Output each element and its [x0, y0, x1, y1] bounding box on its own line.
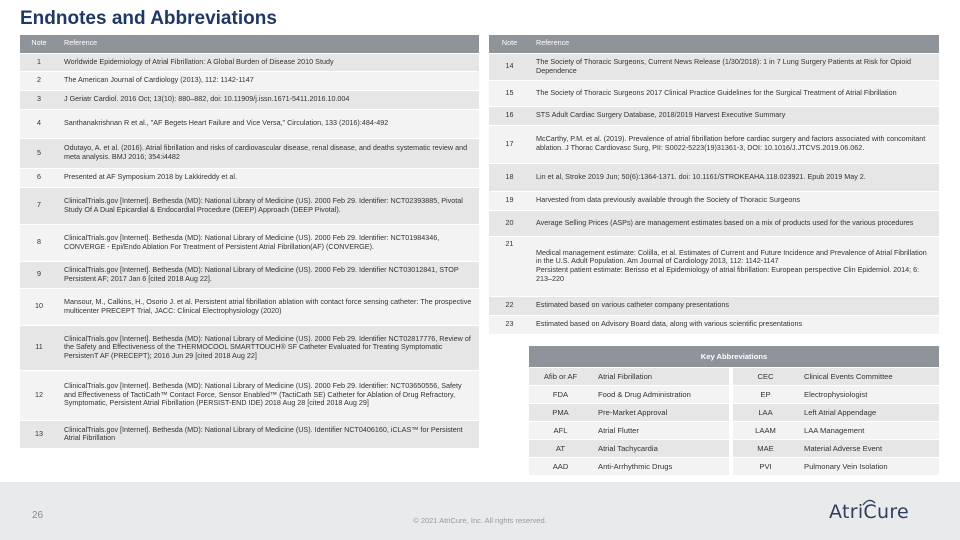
table-row	[529, 421, 939, 439]
abbreviation: PMA	[529, 403, 592, 421]
note-number: 7	[20, 187, 58, 224]
abbreviations-title: Key Abbreviations	[529, 346, 939, 367]
logo-text-end: ure	[876, 501, 910, 523]
note-number: 1	[20, 53, 58, 71]
note-number: 5	[20, 138, 58, 168]
note-number: 16	[489, 106, 530, 125]
table-row	[489, 315, 939, 334]
note-number: 17	[489, 125, 530, 163]
abbreviation-definition: Electrophysiologist	[798, 385, 939, 403]
key-abbreviations-table	[529, 346, 939, 475]
column-header-reference: Reference	[58, 35, 479, 53]
reference-text: The American Journal of Cardiology (2013), 112: 1142-1147	[58, 71, 479, 90]
reference-text: ClinicalTrials.gov [Internet]. Bethesda (MD): National Library of Medicine (US). Identifier NCT0406160, iCLAS™ for Persistent Atrial Fibrillation	[58, 420, 479, 448]
atricure-logo	[829, 500, 909, 524]
abbreviation: AAD	[529, 457, 592, 475]
table-row	[20, 90, 479, 109]
reference-cell	[530, 236, 939, 296]
abbreviation-definition: Atrial Flutter	[592, 421, 731, 439]
table-row	[529, 457, 939, 475]
reference-text: McCarthy, P.M. et al. (2019). Prevalence of atrial fibrillation before cardiac surgery and factors associated with concomitant ablation. J Thorac Cardiovasc Surg, PII: S0022-5223(19)31361-3, DOI: 10.1016/J.JTCVS.2019.06.062.	[530, 125, 939, 163]
abbreviation: Afib or AF	[529, 367, 592, 385]
table-row	[489, 125, 939, 163]
note-number: 19	[489, 191, 530, 210]
table-row	[489, 106, 939, 125]
note-number: 23	[489, 315, 530, 334]
abbreviation: EP	[731, 385, 798, 403]
abbreviation-definition: Material Adverse Event	[798, 439, 939, 457]
table-row	[20, 168, 479, 187]
table-row	[20, 261, 479, 288]
abbreviation-definition: Left Atrial Appendage	[798, 403, 939, 421]
abbreviation: LAA	[731, 403, 798, 421]
abbreviation-definition: Anti-Arrhythmic Drugs	[592, 457, 731, 475]
reference-text: Worldwide Epidemiology of Atrial Fibrillation: A Global Burden of Disease 2010 Study	[58, 53, 479, 71]
note-number: 15	[489, 80, 530, 106]
reference-text: Lin et al, Stroke 2019 Jun; 50(6):1364-1371. doi: 10.1161/STROKEAHA.118.023921. Epub 2019 May 2.	[530, 163, 939, 191]
abbreviation: AFL	[529, 421, 592, 439]
table-row	[20, 420, 479, 448]
table-row	[20, 370, 479, 420]
note-number: 10	[20, 288, 58, 325]
table-header-row	[489, 35, 939, 53]
copyright-notice: © 2021 AtriCure, Inc. All rights reserved.	[413, 516, 547, 525]
logo-text-start: Atri	[829, 501, 864, 523]
table-row	[20, 288, 479, 325]
table-row	[489, 163, 939, 191]
abbreviation: LAAM	[731, 421, 798, 439]
table-header-row	[20, 35, 479, 53]
column-header-reference: Reference	[530, 35, 939, 53]
reference-text: Average Selling Prices (ASPs) are management estimates based on a mix of products used for the various procedures	[530, 210, 939, 236]
abbreviation-definition: Pre-Market Approval	[592, 403, 731, 421]
reference-text: ClinicalTrials.gov [Internet]. Bethesda (MD): National Library of Medicine (US). 2000 Feb 29. Identifier NCT03012841, STOP Persistent AF; 2017 Jan 6 [cited 2018 Aug 22].	[58, 261, 479, 288]
note-number: 11	[20, 325, 58, 370]
reference-text: Estimated based on Advisory Board data, along with various scientific presentations	[530, 315, 939, 334]
reference-text: Harvested from data previously available through the Society of Thoracic Surgeons	[530, 191, 939, 210]
table-row	[20, 325, 479, 370]
column-header-note: Note	[489, 35, 530, 53]
table-row	[20, 109, 479, 138]
abbreviation: PVI	[731, 457, 798, 475]
note-number: 18	[489, 163, 530, 191]
reference-text: ClinicalTrials.gov [Internet]. Bethesda (MD): National Library of Medicine (US). 2000 Feb 29. Identifier NCT02817776, Review of the Safety and Effectiveness of the THERMOCOOL SMARTTOUCH® SF Catheter Evaluated for Treating Symptomatic PersistenT AF (PRECEPT); 2016 Jun 29 [cited 2018 Aug 22]	[58, 325, 479, 370]
note-number: 21	[489, 236, 530, 296]
note-number: 22	[489, 296, 530, 315]
table-row	[20, 224, 479, 261]
abbreviation: FDA	[529, 385, 592, 403]
table-row	[20, 138, 479, 168]
abbreviation-definition: Clinical Events Committee	[798, 367, 939, 385]
note-number: 4	[20, 109, 58, 138]
reference-text: The Society of Thoracic Surgeons 2017 Clinical Practice Guidelines for the Surgical Treatment of Atrial Fibrillation	[530, 80, 939, 106]
footer-band	[0, 482, 960, 540]
abbreviation: AT	[529, 439, 592, 457]
logo-arc-icon	[862, 498, 876, 506]
logo-letter-c: C	[863, 501, 877, 523]
table-row	[489, 191, 939, 210]
table-row	[529, 385, 939, 403]
table-row	[489, 210, 939, 236]
table-row	[489, 80, 939, 106]
reference-text: ClinicalTrials.gov [Internet]. Bethesda (MD): National Library of Medicine (US). 2000 Feb 29. Identifier: NCT02393885, Pivotal Study Of A Dual Epicardial & Endocardial Procedure (DEEP) Approach (DEEP Pivotal).	[58, 187, 479, 224]
note-number: 14	[489, 53, 530, 80]
reference-text: ClinicalTrials.gov [Internet]. Bethesda (MD): National Library of Medicine (US). 2000 Feb 29. Identifier: NCT01984346, CONVERGE - Epi/Endo Ablation For Treatment of Persistent Atrial Fibrillation(AF) (CONVERGE).	[58, 224, 479, 261]
note-number: 20	[489, 210, 530, 236]
abbreviation: CEC	[731, 367, 798, 385]
reference-text: The Society of Thoracic Surgeons, Current News Release (1/30/2018): 1 in 7 Lung Surgery Patients at Risk for Opioid Dependence	[530, 53, 939, 80]
abbreviation-definition: Pulmonary Vein Isolation	[798, 457, 939, 475]
table-row	[20, 71, 479, 90]
table-row	[489, 236, 939, 296]
abbreviation-definition: Atrial Fibrillation	[592, 367, 731, 385]
abbreviation-definition: LAA Management	[798, 421, 939, 439]
page-number: 26	[32, 510, 44, 521]
note-number: 8	[20, 224, 58, 261]
note-number: 2	[20, 71, 58, 90]
reference-text: Odutayo, A. et al. (2016). Atrial fibrillation and risks of cardiovascular disease, renal disease, and deaths systematic review and meta analysis. BMJ 2016; 354:i4482	[58, 138, 479, 168]
abbreviation-definition: Food & Drug Administration	[592, 385, 731, 403]
logo-text-mark	[863, 501, 877, 523]
table-row	[489, 53, 939, 80]
reference-text: Mansour, M., Calkins, H., Osorio J. et al. Persistent atrial fibrillation ablation with contact force sensing catheter: The prospective multicenter PRECEPT Trial, JACC: Clinical Electrophysiology (2020)	[58, 288, 479, 325]
table-row	[529, 367, 939, 385]
note-number: 13	[20, 420, 58, 448]
reference-text-secondary: Persistent patient estimate: Berisso et al Epidemiology of atrial fibrillation: European perspective Clin Epidemiol. 2014; 6: 213–220	[536, 265, 920, 283]
abbreviation: MAE	[731, 439, 798, 457]
table-row	[529, 439, 939, 457]
reference-text: Medical management estimate: Colilla, et al. Estimates of Current and Future Incidence and Prevalence of Atrial Fibrillation in the U.S. Adult Population. Am Journal of Cardiology 2013, 112: 1142-1147	[536, 247, 927, 266]
note-number: 6	[20, 168, 58, 187]
column-header-note: Note	[20, 35, 58, 53]
reference-text: ClinicalTrials.gov [Internet]. Bethesda (MD): National Library of Medicine (US). 2000 Feb 29. Identifier: NCT03650556, Safety and Effectiveness of TactiCath™ Contact Force, Sensor Enabled™ (TactiCath SE) Catheter for Ablation of Drug Refractory, Symptomatic, Persistent Atrial Fibrillation (PERSIST-END IDE) 2018 Aug 28 [cited 2018 Aug 29]	[58, 370, 479, 420]
table-row	[20, 53, 479, 71]
abbreviation-definition: Atrial Tachycardia	[592, 439, 731, 457]
reference-text: Santhanakrishnan R et al., "AF Begets Heart Failure and Vice Versa," Circulation, 133 (2016):484-492	[58, 109, 479, 138]
table-row	[489, 296, 939, 315]
endnotes-table-left	[20, 35, 479, 448]
page-title: Endnotes and Abbreviations	[20, 8, 277, 29]
table-row	[529, 403, 939, 421]
table-row	[20, 187, 479, 224]
reference-text: Estimated based on various catheter company presentations	[530, 296, 939, 315]
reference-text: Presented at AF Symposium 2018 by Lakkireddy et al.	[58, 168, 479, 187]
reference-text: J Geriatr Cardiol. 2016 Oct; 13(10): 880–882, doi: 10.11909/j.issn.1671-5411.2016.10.004	[58, 90, 479, 109]
endnotes-table-right	[489, 35, 939, 334]
reference-text: STS Adult Cardiac Surgery Database, 2018/2019 Harvest Executive Summary	[530, 106, 939, 125]
note-number: 9	[20, 261, 58, 288]
note-number: 3	[20, 90, 58, 109]
note-number: 12	[20, 370, 58, 420]
table-header-row	[529, 346, 939, 367]
